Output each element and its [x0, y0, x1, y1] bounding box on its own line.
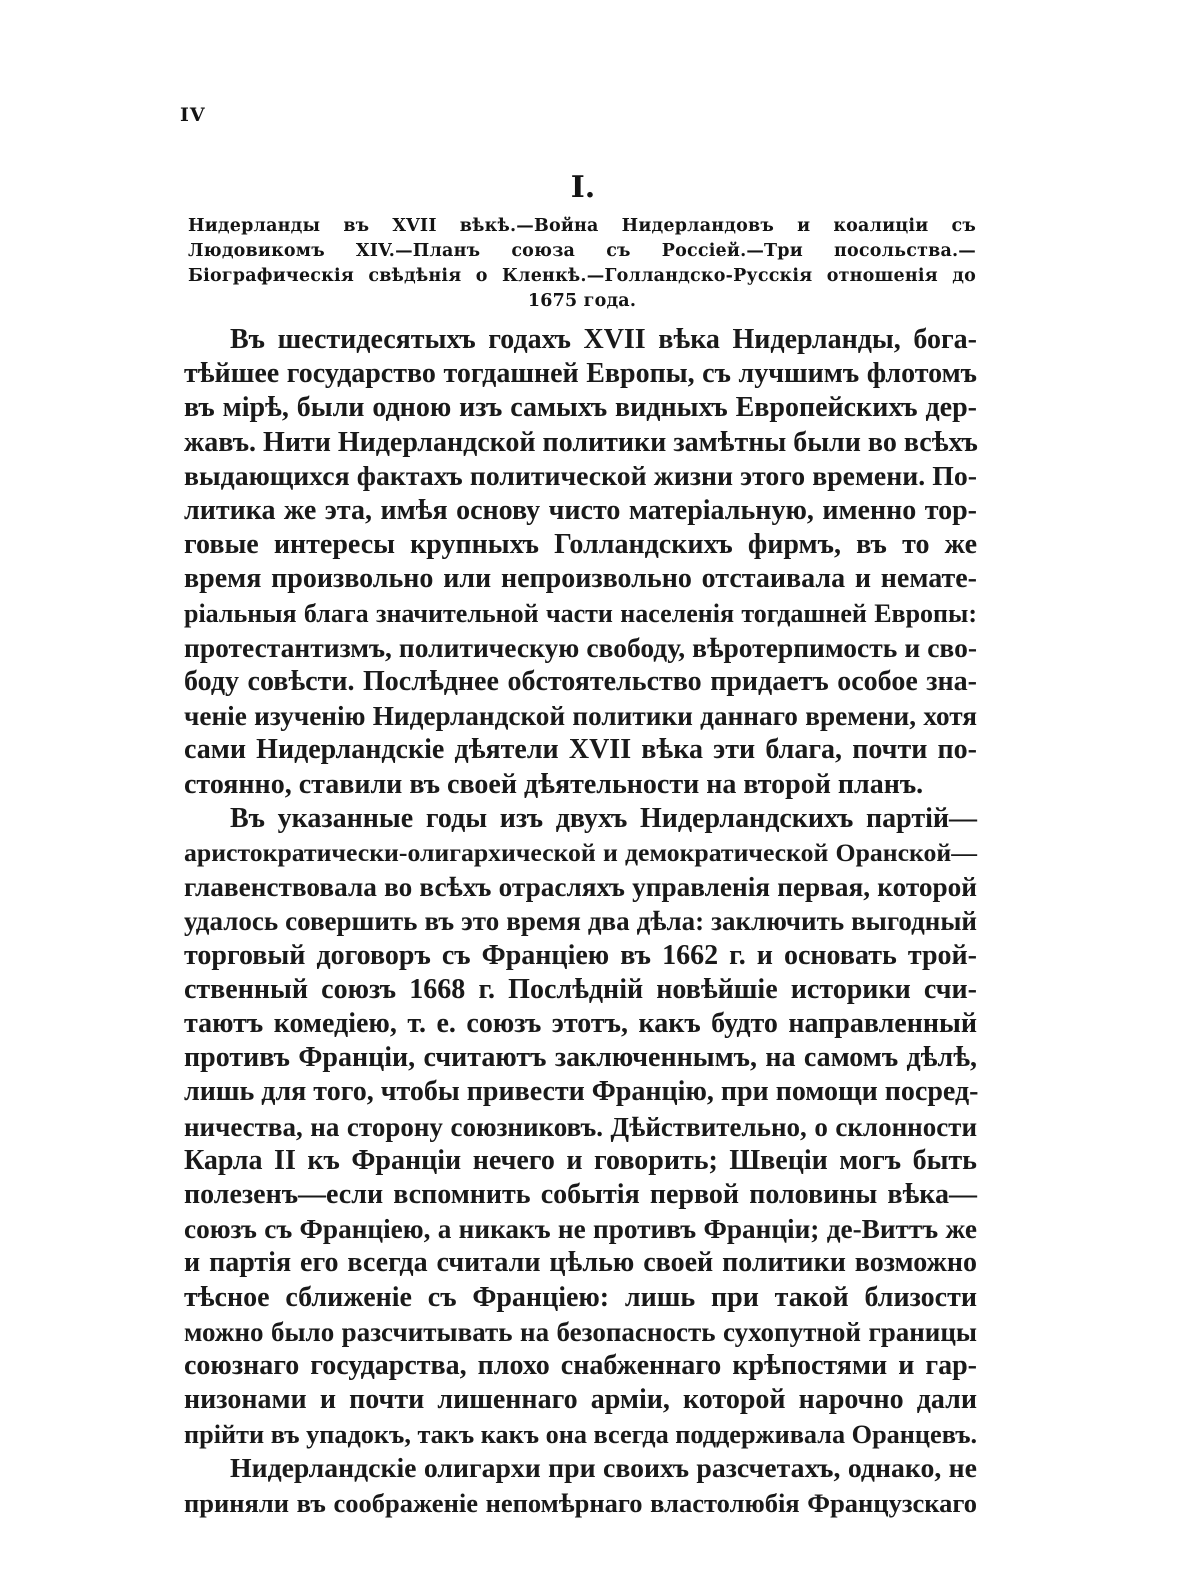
text-line: боду совѣсти. Послѣднее обстоятельство придаетъ особое зна-	[184, 666, 977, 698]
text-line: Нидерландскіе олигархи при своихъ разсчетахъ, однако, не	[230, 1452, 977, 1484]
text-line: аристократически-олигархической и демократической Оранской—	[184, 838, 977, 868]
text-line: можно было разсчитывать на безопасность сухопутной границы	[184, 1316, 977, 1347]
chapter-number: I.	[570, 170, 596, 205]
text-line: союзъ съ Франціею, а никакъ не противъ Франціи; де-Виттъ же	[184, 1214, 977, 1245]
text-line: низонами и почти лишеннаго арміи, которой нарочно дали	[184, 1384, 977, 1416]
body-text	[184, 323, 977, 1520]
text-line: ріальныя блага значительной части населенія тогдашней Европы:	[184, 598, 977, 628]
page-number: IV	[180, 104, 206, 126]
text-line: удалось совершить въ это время два дѣла: заключить выгодный	[184, 906, 977, 937]
text-line: и партія его всегда считали цѣлью своей политики возможно	[184, 1247, 977, 1279]
text-line: торговый договоръ съ Франціею въ 1662 г. и основать трой-	[184, 939, 977, 971]
text-line: тѣсное сближеніе съ Франціею: лишь при такой близости	[184, 1281, 977, 1313]
text-line: лишь для того, чтобы привести Францію, при помощи посред-	[184, 1076, 979, 1108]
text-line: время произвольно или непроизвольно отстаивала и немате-	[184, 563, 977, 595]
text-line: тѣйшее государство тогдашней Европы, съ лучшимъ флотомъ	[184, 358, 977, 390]
text-line: стоянно, ставили въ своей дѣятельности на второй планъ.	[184, 768, 924, 800]
text-line: союзнаго государства, плохо снабженнаго крѣпостями и гар-	[184, 1350, 977, 1382]
text-line: говые интересы крупныхъ Голландскихъ фирмъ, въ то же	[184, 529, 977, 561]
text-line: прійти въ упадокъ, такъ какъ она всегда поддерживала Оранцевъ.	[184, 1419, 978, 1449]
text-line: ственный союзъ 1668 г. Послѣдній новѣйшіе историки счи-	[184, 973, 977, 1005]
text-line: выдающихся фактахъ политической жизни этого времени. По-	[184, 460, 977, 492]
text-line: таютъ комедіею, т. е. союзъ этотъ, какъ будто направленный	[184, 1008, 977, 1040]
text-line: Въ шестидесятыхъ годахъ XVII вѣка Нидерланды, бога-	[230, 324, 977, 355]
text-line: сами Нидерландскіе дѣятели XVII вѣка эти блага, почти по-	[184, 734, 977, 766]
text-line: ничества, на сторону союзниковъ. Дѣйствительно, о склонности	[184, 1111, 977, 1142]
text-line: ченіе изученію Нидерландской политики даннаго времени, хотя	[184, 701, 977, 732]
text-line: литика же эта, имѣя основу чисто матеріальную, именно тор-	[184, 495, 977, 527]
text-line: протестантизмъ, политическую свободу, вѣротерпимость и сво-	[184, 631, 977, 663]
text-line: главенствовала во всѣхъ отрасляхъ управленія первая, которой	[184, 872, 977, 903]
text-line: Карла II къ Франціи нечего и говорить; Швеціи могъ быть	[184, 1144, 977, 1176]
text-line: приняли въ соображеніе непомѣрнаго властолюбія Французскаго	[184, 1487, 977, 1518]
text-line: противъ Франціи, считаютъ заключеннымъ, на самомъ дѣлѣ,	[184, 1042, 977, 1074]
text-line: Въ указанные годы изъ двухъ Нидерландскихъ партій—	[230, 802, 977, 834]
text-line: жавъ. Нити Нидерландской политики замѣтны были во всѣхъ	[184, 426, 978, 458]
text-line: полезенъ—если вспомнить событія первой половины вѣка—	[184, 1179, 977, 1211]
text-line: въ мірѣ, были одною изъ самыхъ видныхъ Европейскихъ дер-	[184, 392, 977, 424]
chapter-summary: Нидерланды въ XVII вѣкѣ.—Война Нидерландовъ и коалиціи съ Людовикомъ XIV.—Планъ союза съ Россіей.—Три посольства.—Біографическія свѣдѣнія о Кленкѣ.—Голландско-Русскія отношенія до 1675 года.	[188, 216, 976, 311]
